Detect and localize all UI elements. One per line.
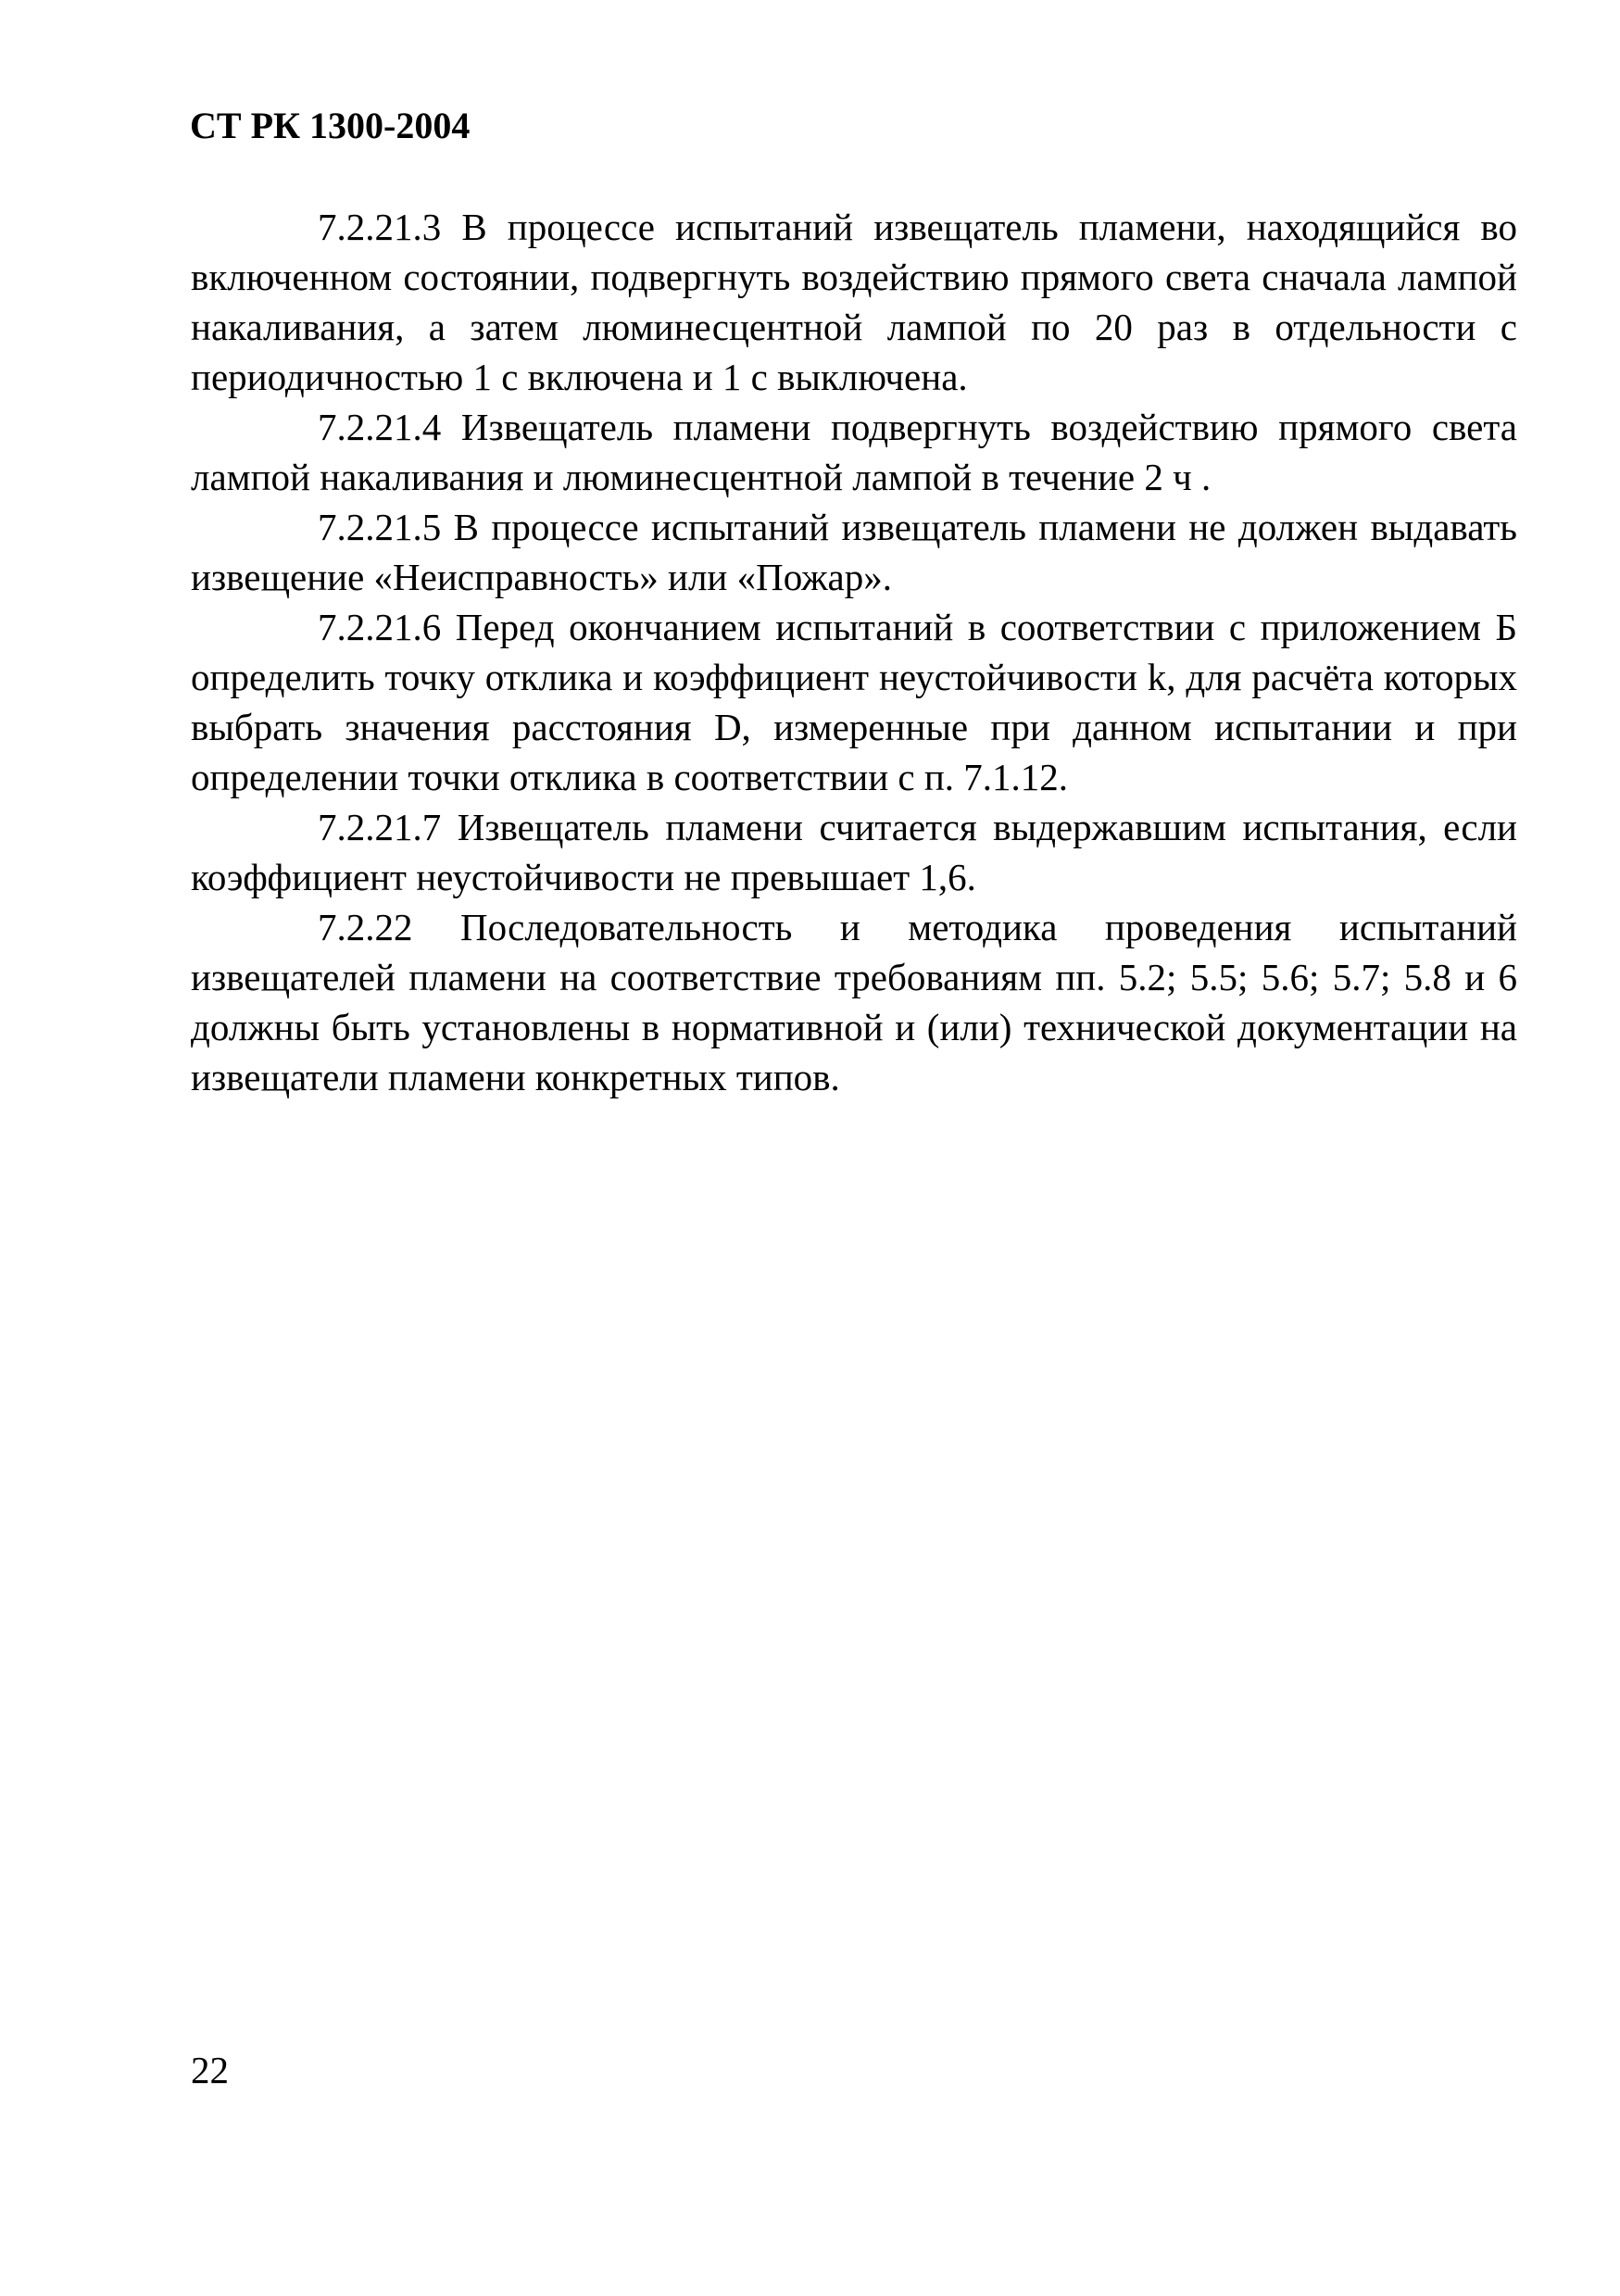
paragraph-7-2-21-3: 7.2.21.3 В процессе испытаний извещатель пламени, находящийся во включенном состоянии, подвергнуть воздействию прямого света сначала лампой накаливания, а затем люминесцентной лампой по 20 раз в отдельности с периодичностью 1 с включена и 1 с выключена.: [191, 206, 1517, 398]
paragraph-7-2-21-4: 7.2.21.4 Извещатель пламени подвергнуть воздействию прямого света лампой накаливания и люминесцентной лампой в течение 2 ч .: [191, 406, 1517, 498]
page-number: 22: [191, 2049, 229, 2091]
paragraph-7-2-21-7: 7.2.21.7 Извещатель пламени считается выдержавшим испытания, если коэффициент неустойчивости не превышает 1,6.: [191, 806, 1517, 898]
document-body: [191, 202, 1517, 1102]
paragraph-7-2-21-5: 7.2.21.5 В процессе испытаний извещатель пламени не должен выдавать извещение «Неисправность» или «Пожар».: [191, 506, 1517, 598]
paragraph-7-2-21-6: 7.2.21.6 Перед окончанием испытаний в соответствии с приложением Б определить точку отклика и коэффициент неустойчивости k, для расчёта которых выбрать значения расстояния D, измеренные при данном испытании и при определении точки отклика в соответствии с п. 7.1.12.: [191, 606, 1517, 798]
document-code-header: СТ РК 1300-2004: [190, 105, 471, 146]
paragraph-7-2-22: 7.2.22 Последовательность и методика проведения испытаний извещателей пламени на соответствие требованиям пп. 5.2; 5.5; 5.6; 5.7; 5.8 и 6 должны быть установлены в нормативной и (или) технической документации на извещатели пламени конкретных типов.: [191, 906, 1517, 1098]
